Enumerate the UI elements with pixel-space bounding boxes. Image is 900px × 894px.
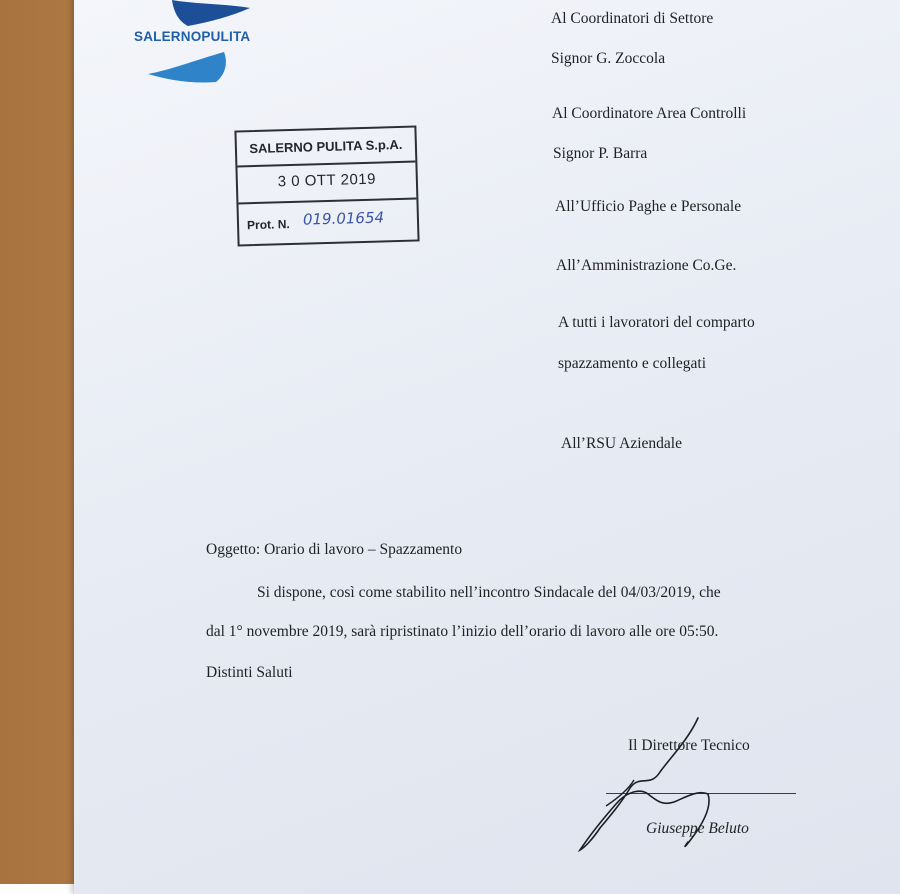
signature-name: Giuseppe Beluto	[646, 820, 749, 837]
closing-text: Distinti Saluti	[206, 664, 293, 681]
letter-page	[74, 0, 900, 894]
stamp-prot-label: Prot. N.	[246, 217, 290, 233]
recipient-line: All’Amministrazione Co.Ge.	[556, 257, 737, 274]
recipient-line: All’RSU Aziendale	[561, 435, 682, 452]
stamp-company: SALERNO PULITA S.p.A.	[249, 136, 403, 157]
recipient-line: Signor P. Barra	[553, 145, 648, 162]
recipient-line: Al Coordinatore Area Controlli	[552, 105, 747, 122]
recipient-line: Signor G. Zoccola	[551, 50, 666, 67]
protocol-stamp	[234, 125, 419, 246]
handwritten-signature-icon	[570, 710, 730, 860]
recipient-line: Al Coordinatori di Settore	[551, 10, 714, 27]
signature-title: Il Direttore Tecnico	[628, 737, 750, 754]
stamp-divider	[237, 161, 415, 168]
recipient-line: spazzamento e collegati	[558, 355, 707, 372]
body-text-line: dal 1° novembre 2019, sarà ripristinato l’inizio dell’orario di lavoro alle ore 05:50.	[206, 623, 719, 640]
stamp-prot-number: 019.01654	[302, 208, 385, 229]
recipient-line: All’Ufficio Paghe e Personale	[555, 198, 742, 215]
body-text-line: Si dispone, così come stabilito nell’incontro Sindacale del 04/03/2019, che	[257, 584, 721, 601]
logo-wordmark: SALERNOPULITA	[134, 29, 251, 44]
stamp-date: 3 0 OTT 2019	[277, 170, 377, 191]
recipient-line: A tutti i lavoratori del comparto	[558, 314, 755, 331]
subject-line: Oggetto: Orario di lavoro – Spazzamento	[206, 541, 463, 558]
stamp-divider	[238, 198, 416, 205]
